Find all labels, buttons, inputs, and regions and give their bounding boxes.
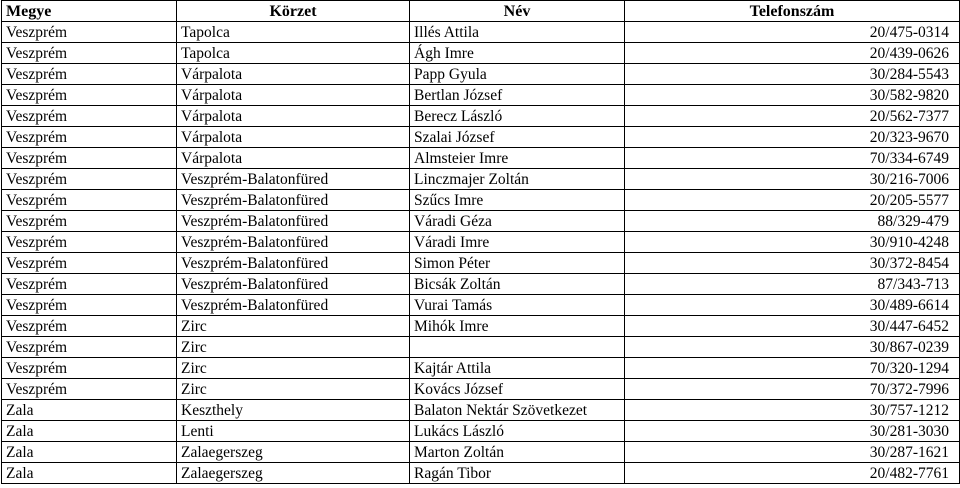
header-row (2, 1, 960, 22)
cell-telefonszam: 30/287-1621 (625, 442, 960, 463)
table-row (2, 337, 960, 358)
cell-megye: Veszprém (2, 85, 177, 106)
cell-korzet: Veszprém-Balatonfüred (177, 274, 410, 295)
cell-telefonszam: 70/334-6749 (625, 148, 960, 169)
table-row (2, 316, 960, 337)
cell-telefonszam: 20/205-5577 (625, 190, 960, 211)
cell-nev: Mihók Imre (410, 316, 625, 337)
table-row (2, 274, 960, 295)
cell-korzet: Veszprém-Balatonfüred (177, 169, 410, 190)
table-row (2, 421, 960, 442)
table-row (2, 169, 960, 190)
cell-megye: Zala (2, 442, 177, 463)
table-body (2, 22, 960, 484)
cell-megye: Veszprém (2, 127, 177, 148)
cell-korzet: Tapolca (177, 22, 410, 43)
header-korzet: Körzet (177, 1, 410, 22)
table-row (2, 148, 960, 169)
cell-megye: Veszprém (2, 106, 177, 127)
table-row (2, 22, 960, 43)
cell-megye: Veszprém (2, 148, 177, 169)
table-row (2, 64, 960, 85)
cell-nev: Illés Attila (410, 22, 625, 43)
cell-telefonszam: 20/482-7761 (625, 463, 960, 484)
cell-nev: Bertlan József (410, 85, 625, 106)
cell-telefonszam: 20/475-0314 (625, 22, 960, 43)
cell-megye: Veszprém (2, 337, 177, 358)
cell-nev: Marton Zoltán (410, 442, 625, 463)
cell-megye: Veszprém (2, 295, 177, 316)
cell-telefonszam: 30/489-6614 (625, 295, 960, 316)
cell-megye: Veszprém (2, 379, 177, 400)
cell-nev (410, 337, 625, 358)
cell-telefonszam: 20/562-7377 (625, 106, 960, 127)
cell-nev: Kovács József (410, 379, 625, 400)
cell-telefonszam: 30/281-3030 (625, 421, 960, 442)
cell-korzet: Zirc (177, 358, 410, 379)
table-row (2, 43, 960, 64)
cell-korzet: Keszthely (177, 400, 410, 421)
cell-nev: Lukács László (410, 421, 625, 442)
cell-nev: Ragán Tibor (410, 463, 625, 484)
cell-megye: Zala (2, 400, 177, 421)
cell-nev: Berecz László (410, 106, 625, 127)
table-row (2, 106, 960, 127)
cell-telefonszam: 87/343-713 (625, 274, 960, 295)
cell-megye: Veszprém (2, 316, 177, 337)
table-row (2, 127, 960, 148)
cell-korzet: Várpalota (177, 148, 410, 169)
cell-korzet: Várpalota (177, 64, 410, 85)
header-megye: Megye (2, 1, 177, 22)
table-row (2, 211, 960, 232)
cell-telefonszam: 20/439-0626 (625, 43, 960, 64)
cell-nev: Ágh Imre (410, 43, 625, 64)
cell-korzet: Várpalota (177, 85, 410, 106)
cell-megye: Veszprém (2, 22, 177, 43)
cell-nev: Szalai József (410, 127, 625, 148)
cell-nev: Balaton Nektár Szövetkezet (410, 400, 625, 421)
cell-megye: Veszprém (2, 232, 177, 253)
cell-telefonszam: 20/323-9670 (625, 127, 960, 148)
cell-telefonszam: 30/372-8454 (625, 253, 960, 274)
table-row (2, 253, 960, 274)
cell-nev: Almsteier Imre (410, 148, 625, 169)
cell-telefonszam: 30/447-6452 (625, 316, 960, 337)
header-telefonszam: Telefonszám (625, 1, 960, 22)
cell-korzet: Várpalota (177, 106, 410, 127)
cell-telefonszam: 30/216-7006 (625, 169, 960, 190)
cell-korzet: Zalaegerszeg (177, 442, 410, 463)
cell-megye: Zala (2, 421, 177, 442)
cell-korzet: Veszprém-Balatonfüred (177, 295, 410, 316)
header-nev: Név (410, 1, 625, 22)
cell-korzet: Várpalota (177, 127, 410, 148)
cell-telefonszam: 30/867-0239 (625, 337, 960, 358)
cell-telefonszam: 30/757-1212 (625, 400, 960, 421)
cell-megye: Veszprém (2, 190, 177, 211)
cell-telefonszam: 30/582-9820 (625, 85, 960, 106)
cell-korzet: Zirc (177, 337, 410, 358)
cell-nev: Vurai Tamás (410, 295, 625, 316)
table-row (2, 190, 960, 211)
cell-nev: Linczmajer Zoltán (410, 169, 625, 190)
cell-telefonszam: 70/372-7996 (625, 379, 960, 400)
cell-megye: Veszprém (2, 211, 177, 232)
cell-nev: Simon Péter (410, 253, 625, 274)
cell-telefonszam: 30/284-5543 (625, 64, 960, 85)
cell-telefonszam: 88/329-479 (625, 211, 960, 232)
cell-telefonszam: 30/910-4248 (625, 232, 960, 253)
table-row (2, 358, 960, 379)
cell-nev: Váradi Géza (410, 211, 625, 232)
cell-nev: Bicsák Zoltán (410, 274, 625, 295)
cell-korzet: Tapolca (177, 43, 410, 64)
cell-nev: Papp Gyula (410, 64, 625, 85)
contacts-table (1, 0, 960, 484)
cell-nev: Szűcs Imre (410, 190, 625, 211)
cell-megye: Veszprém (2, 274, 177, 295)
cell-telefonszam: 70/320-1294 (625, 358, 960, 379)
table-row (2, 379, 960, 400)
cell-korzet: Zirc (177, 316, 410, 337)
cell-korzet: Veszprém-Balatonfüred (177, 232, 410, 253)
table-row (2, 463, 960, 484)
cell-megye: Veszprém (2, 169, 177, 190)
table-row (2, 400, 960, 421)
table-row (2, 85, 960, 106)
cell-megye: Veszprém (2, 64, 177, 85)
cell-korzet: Veszprém-Balatonfüred (177, 190, 410, 211)
cell-megye: Veszprém (2, 253, 177, 274)
cell-megye: Zala (2, 463, 177, 484)
cell-megye: Veszprém (2, 358, 177, 379)
cell-korzet: Lenti (177, 421, 410, 442)
table-row (2, 442, 960, 463)
cell-korzet: Zalaegerszeg (177, 463, 410, 484)
cell-korzet: Zirc (177, 379, 410, 400)
cell-korzet: Veszprém-Balatonfüred (177, 253, 410, 274)
cell-korzet: Veszprém-Balatonfüred (177, 211, 410, 232)
cell-nev: Váradi Imre (410, 232, 625, 253)
cell-megye: Veszprém (2, 43, 177, 64)
cell-nev: Kajtár Attila (410, 358, 625, 379)
table-row (2, 295, 960, 316)
table-row (2, 232, 960, 253)
